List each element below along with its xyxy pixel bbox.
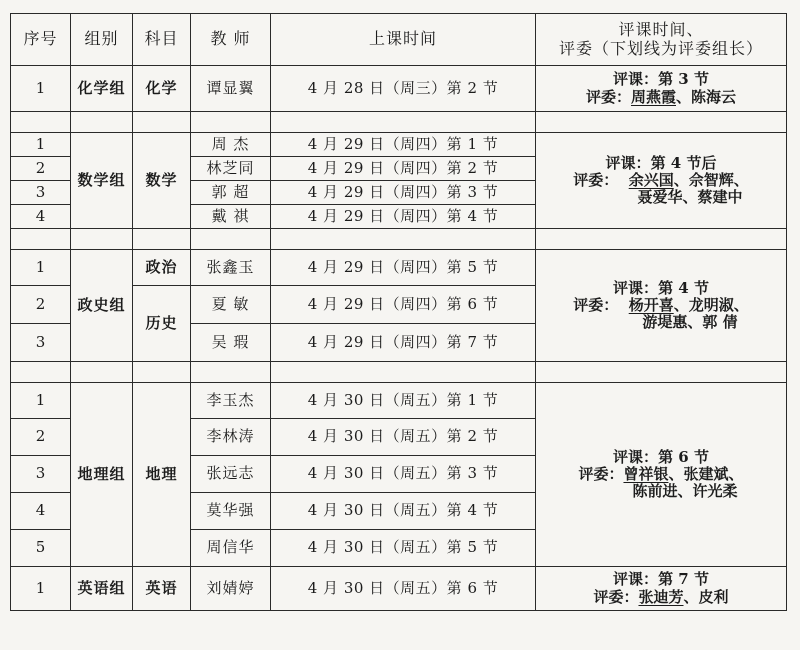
teacher-cell: 刘婧婷 [191, 567, 271, 611]
separator-row [11, 362, 787, 383]
class-time-cell: 4 月 28 日（周三）第 2 节 [271, 66, 536, 112]
table-row [11, 383, 787, 419]
eval-time-label: 评课： [613, 70, 659, 89]
group-cell: 化学组 [71, 66, 133, 112]
judge: 郭 倩 [702, 313, 738, 332]
table-header-row [11, 14, 787, 66]
header-class-time: 上课时间 [271, 14, 536, 66]
table-row [11, 66, 787, 112]
teacher-cell: 李林涛 [191, 419, 271, 456]
judge: 佘智辉 [688, 170, 734, 189]
teacher-cell: 周 杰 [191, 133, 271, 157]
class-time-cell: 4 月 29 日（周四）第 4 节 [271, 205, 536, 229]
judge: 许光柔 [692, 482, 738, 501]
class-time-cell: 4 月 30 日（周五）第 2 节 [271, 419, 536, 456]
subject-cell: 英语 [133, 567, 191, 611]
seq-cell: 1 [11, 567, 71, 611]
seq-cell: 3 [11, 456, 71, 493]
lesson-evaluation-schedule-table [10, 13, 787, 611]
table-row [11, 250, 787, 286]
judge-leader: 余兴国 [628, 170, 674, 189]
subject-cell: 数学 [133, 133, 191, 229]
seq-cell: 2 [11, 286, 71, 324]
table-row [11, 567, 787, 611]
subject-cell: 地理 [133, 383, 191, 567]
teacher-cell: 李玉杰 [191, 383, 271, 419]
eval-time-label: 评课： [613, 447, 659, 466]
eval-time-value: 第 4 节 [658, 278, 709, 297]
teacher-cell: 戴 祺 [191, 205, 271, 229]
seq-cell: 1 [11, 133, 71, 157]
judge: 陈前进 [632, 482, 678, 501]
group-cell: 政史组 [71, 250, 133, 362]
class-time-cell: 4 月 29 日（周四）第 7 节 [271, 324, 536, 362]
eval-time-value: 第 4 节后 [650, 153, 717, 172]
seq-cell: 1 [11, 383, 71, 419]
evaluation-cell: 评课：第 4 节 评委： 杨开喜、龙明淑、 游堤惠、郭 倩 [536, 250, 787, 362]
judge: 皮利 [698, 587, 729, 606]
judges-label: 评委： [593, 587, 639, 606]
class-time-cell: 4 月 29 日（周四）第 6 节 [271, 286, 536, 324]
header-eval-line1: 评课时间、 [618, 20, 704, 40]
class-time-cell: 4 月 30 日（周五）第 6 节 [271, 567, 536, 611]
evaluation-cell: 评课：第 3 节 评委：周燕霞、陈海云 [536, 66, 787, 112]
header-teacher: 教 师 [191, 14, 271, 66]
group-cell: 地理组 [71, 383, 133, 567]
header-group: 组别 [71, 14, 133, 66]
subject-cell: 历史 [133, 286, 191, 362]
eval-time-value: 第 6 节 [658, 447, 709, 466]
header-seq: 序号 [11, 14, 71, 66]
judge: 游堤惠 [642, 313, 688, 332]
teacher-cell: 周信华 [191, 530, 271, 567]
judge-leader: 杨开喜 [628, 295, 674, 314]
seq-cell: 1 [11, 66, 71, 112]
judge-leader: 曾祥银 [623, 464, 669, 483]
seq-cell: 2 [11, 157, 71, 181]
evaluation-cell: 评课：第 4 节后 评委： 余兴国、佘智辉、 聂爱华、蔡建中 [536, 133, 787, 229]
judge: 龙明淑 [688, 295, 734, 314]
header-subject: 科目 [133, 14, 191, 66]
class-time-cell: 4 月 29 日（周四）第 1 节 [271, 133, 536, 157]
seq-cell: 3 [11, 181, 71, 205]
subject-cell: 化学 [133, 66, 191, 112]
judge: 陈海云 [691, 87, 737, 106]
teacher-cell: 夏 敏 [191, 286, 271, 324]
table-row [11, 133, 787, 157]
teacher-cell: 张远志 [191, 456, 271, 493]
eval-time-value: 第 3 节 [658, 70, 709, 89]
seq-cell: 3 [11, 324, 71, 362]
class-time-cell: 4 月 29 日（周四）第 5 节 [271, 250, 536, 286]
class-time-cell: 4 月 29 日（周四）第 2 节 [271, 157, 536, 181]
teacher-cell: 莫华强 [191, 493, 271, 530]
class-time-cell: 4 月 29 日（周四）第 3 节 [271, 181, 536, 205]
judges-label: 评委： [573, 170, 619, 189]
judges-label: 评委： [578, 464, 624, 483]
class-time-cell: 4 月 30 日（周五）第 5 节 [271, 530, 536, 567]
judge-leader: 张迪芳 [638, 587, 684, 606]
class-time-cell: 4 月 30 日（周五）第 1 节 [271, 383, 536, 419]
seq-cell: 5 [11, 530, 71, 567]
evaluation-cell: 评课：第 7 节 评委：张迪芳、皮利 [536, 567, 787, 611]
seq-cell: 1 [11, 250, 71, 286]
seq-cell: 4 [11, 205, 71, 229]
teacher-cell: 谭显翼 [191, 66, 271, 112]
teacher-cell: 郭 超 [191, 181, 271, 205]
separator-row [11, 229, 787, 250]
judges-label: 评委： [573, 295, 619, 314]
group-cell: 英语组 [71, 567, 133, 611]
seq-cell: 2 [11, 419, 71, 456]
teacher-cell: 林芝同 [191, 157, 271, 181]
class-time-cell: 4 月 30 日（周五）第 4 节 [271, 493, 536, 530]
header-eval-line2: 评委（下划线为评委组长） [558, 38, 763, 58]
judges-label: 评委： [585, 87, 631, 106]
teacher-cell: 吴 瑕 [191, 324, 271, 362]
eval-time-label: 评课： [605, 153, 651, 172]
evaluation-cell: 评课：第 6 节 评委：曾祥银、张建斌、 陈前进、许光柔 [536, 383, 787, 567]
group-cell: 数学组 [71, 133, 133, 229]
judge: 聂爱华 [637, 188, 683, 207]
separator-row [11, 112, 787, 133]
class-time-cell: 4 月 30 日（周五）第 3 节 [271, 456, 536, 493]
judge: 张建斌 [683, 464, 729, 483]
eval-time-value: 第 7 节 [658, 570, 709, 589]
header-evaluation [536, 14, 787, 66]
teacher-cell: 张鑫玉 [191, 250, 271, 286]
eval-time-label: 评课： [613, 278, 659, 297]
eval-time-label: 评课： [613, 570, 659, 589]
seq-cell: 4 [11, 493, 71, 530]
judge: 蔡建中 [697, 188, 743, 207]
judge-leader: 周燕霞 [630, 87, 676, 106]
subject-cell: 政治 [133, 250, 191, 286]
